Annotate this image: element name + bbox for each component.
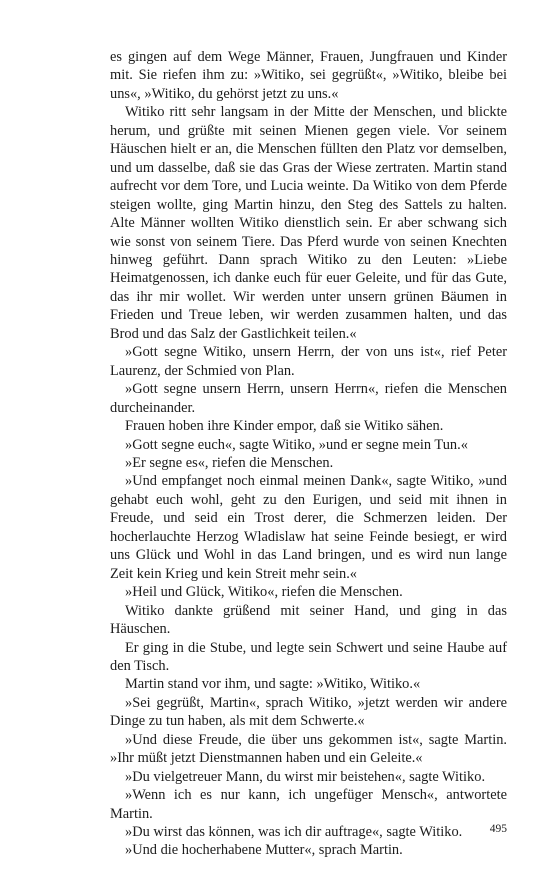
paragraph: es gingen auf dem Wege Männer, Frauen, Jungfrauen und Kinder mit. Sie riefen ihm zu: »Witiko, sei gegrüßt«, »Witiko, bleibe bei uns«, »Witiko, du gehörst jetzt zu uns.« <box>110 49 507 102</box>
paragraph: »Und empfanget noch einmal meinen Dank«, sagte Witiko, »und gehabt euch wohl, geht zu den Eurigen, und seid mit ihnen in Freude, und seid ein Trost derer, die Schmerzen leiden. Der hocherlauchte Herzog Wladislaw hat seine Feinde besiegt, er wird uns Glück und Wohl in das Land bringen, und es wird nun lange Zeit kein Krieg und kein Streit mehr sein.« <box>110 473 507 582</box>
paragraph: »Gott segne Witiko, unsern Herrn, der von uns ist«, rief Peter Laurenz, der Schmied von Plan. <box>110 344 507 379</box>
paragraph: »Und die hocherhabene Mutter«, sprach Martin. <box>125 842 403 859</box>
paragraph: Witiko dankte grüßend mit seiner Hand, und ging in das Häuschen. <box>110 602 507 638</box>
paragraph: »Heil und Glück, Witiko«, riefen die Menschen. <box>125 584 403 601</box>
paragraph: »Und diese Freude, die über uns gekommen ist«, sagte Martin. »Ihr müßt jetzt Dienstmannen haben und ein Geleite.« <box>110 731 507 767</box>
paragraph: »Gott segne unsern Herrn, unsern Herrn«, riefen die Menschen durcheinander. <box>110 381 507 416</box>
paragraph: »Wenn ich es nur kann, ich ungefüger Mensch«, antwortete Martin. <box>110 787 507 822</box>
paragraph: Martin stand vor ihm, und sagte: »Witiko, Witiko.« <box>125 676 421 693</box>
paragraph: »Du wirst das können, was ich dir auftrage«, sagte Witiko. <box>125 824 463 841</box>
paragraph: »Sei gegrüßt, Martin«, sprach Witiko, »jetzt werden wir andere Dinge zu tun haben, als mit dem Schwerte.« <box>110 694 507 730</box>
paragraph: Er ging in die Stube, und legte sein Schwert und seine Haube auf den Tisch. <box>110 639 507 674</box>
paragraph: »Gott segne euch«, sagte Witiko, »und er segne mein Tun.« <box>125 436 468 453</box>
paragraph: »Er segne es«, riefen die Menschen. <box>125 454 334 471</box>
paragraph: Frauen hoben ihre Kinder empor, daß sie Witiko sähen. <box>125 418 444 435</box>
book-page-text <box>110 48 507 860</box>
page-number: 495 <box>489 823 507 835</box>
paragraph: Witiko ritt sehr langsam in der Mitte der Menschen, und blickte herum, und grüßte mit seinen Mienen gegen viele. Vor seinem Häuschen hielt er an, die Menschen füllten den Platz vor demselben, und um dasselbe, daß sie das Gras der Wiese zertraten. Martin stand aufrecht vor dem Tore, und Lucia weinte. Da Witiko von dem Pferde steigen wollte, ging Martin hinzu, den Steg des Sattels zu halten. Alte Männer wollten Witiko dienstlich sein. Er aber schwang sich wie sonst von seinem Tiere. Das Pferd wurde von seinen Knechten hinweg geführt. Dann sprach Witiko zu den Leuten: »Liebe Heimatgenossen, ich danke euch für euer Geleite, und für das Gute, das ihr mir wollet. Wir werden unter unsern grünen Bäumen in Frieden und Treue leben, wir werden zusammen halten, und das Brod und das Salz der Gastlichkeit teilen.« <box>110 104 507 342</box>
paragraph: »Du vielgetreuer Mann, du wirst mir beistehen«, sagte Witiko. <box>125 768 486 785</box>
